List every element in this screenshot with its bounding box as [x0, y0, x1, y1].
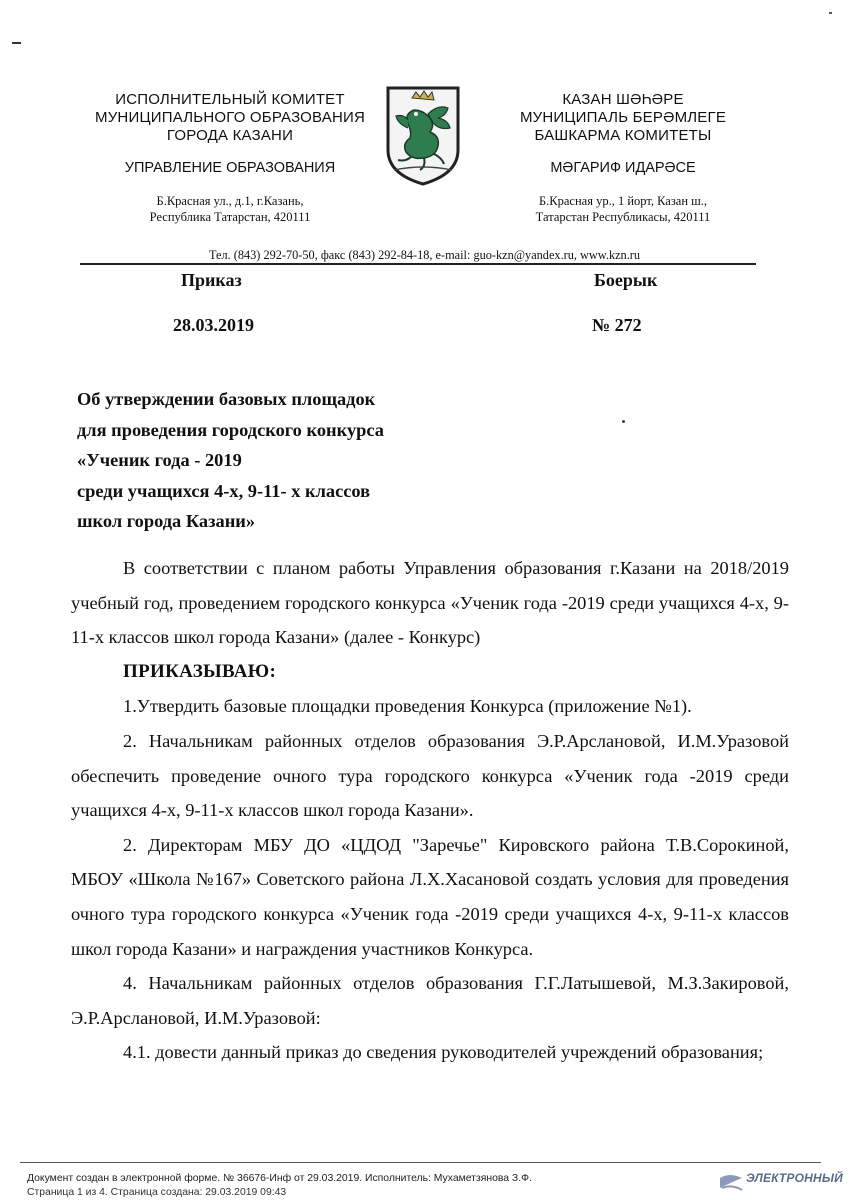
- order-subject: [77, 384, 427, 537]
- org-name-line: БАШКАРМА КОМИТЕТЫ: [534, 127, 712, 144]
- scan-artifact: [12, 42, 21, 44]
- footer-line: Страница 1 из 4. Страница создана: 29.03.2019 09:43: [27, 1187, 287, 1198]
- subject-line: школ города Казани»: [77, 511, 256, 531]
- org-name-line: МУНИЦИПАЛЬНОГО ОБРАЗОВАНИЯ: [95, 109, 365, 126]
- address-line: Б.Красная ур., 1 йорт, Казан ш.,: [538, 194, 708, 208]
- department-name: УПРАВЛЕНИЕ ОБРАЗОВАНИЯ: [124, 160, 336, 176]
- order-item: 4. Начальникам районных отделов образования Г.Г.Латышевой, М.З.Закировой, Э.Р.Арслановой, И.М.Уразовой:: [71, 973, 789, 1028]
- subject-line: среди учащихся 4-х, 9-11- х классов: [77, 480, 371, 501]
- preamble-paragraph: В соответствии с планом работы Управления образования г.Казани на 2018/2019 учебный год, проведением городского конкурса «Ученик года -2019 среди учащихся 4-х, 9-11-х классов школ города Казани» (далее - Конкурс): [71, 558, 789, 648]
- footer-line: Документ создан в электронной форме. № 36676-Инф от 29.03.2019. Исполнитель: Мухаметзянова З.Ф.: [27, 1173, 532, 1184]
- header-left: [80, 91, 380, 225]
- edo-logo-label: ЭЛЕКТРОННЫЙ: [746, 1171, 843, 1185]
- subject-line: «Ученик года - 2019: [77, 450, 242, 470]
- org-name-line: КАЗАН ШӘҺӘРЕ: [562, 91, 684, 108]
- subject-line: Об утверждении базовых площадок: [77, 389, 376, 409]
- org-name-line: МУНИЦИПАЛЬ БЕРӘМЛЕГЕ: [519, 109, 727, 126]
- org-name-line: ИСПОЛНИТЕЛЬНЫЙ КОМИТЕТ: [115, 91, 345, 108]
- scan-artifact: [829, 12, 832, 14]
- order-title-ru: Приказ: [181, 270, 242, 290]
- kazan-coat-of-arms-icon: [384, 84, 462, 188]
- order-item: 2. Начальникам районных отделов образования Э.Р.Арслановой, И.М.Уразовой обеспечить проведение очного тура городского конкурса «Ученик года -2019 среди учащихся 4-х, 9-11-х классов школ города Казани».: [71, 730, 789, 821]
- contact-line: Тел. (843) 292-70-50, факс (843) 292-84-18, e-mail: guo-kzn@yandex.ru, www.kzn.ru: [208, 248, 641, 262]
- org-name-line: ГОРОДА КАЗАНИ: [166, 127, 294, 144]
- order-date: 28.03.2019: [173, 315, 254, 335]
- address-line: Республика Татарстан, 420111: [149, 210, 311, 224]
- order-body: [71, 551, 789, 1070]
- footer-divider: [20, 1162, 821, 1163]
- order-item: 1.Утвердить базовые площадки проведения Конкурса (приложение №1).: [123, 696, 692, 717]
- order-item: 2. Директорам МБУ ДО «ЦДОД "Заречье" Кировского района Т.В.Сорокиной, МБОУ «Школа №167» Советского района Л.Х.Хасановой создать условия для проведения очного тура городского конкурса «Ученик года -2019 среди учащихся 4-х, 9-11-х классов школ города Казани» и награждения участников Конкурса.: [71, 834, 789, 959]
- scan-artifact: [622, 420, 625, 423]
- header-divider: [80, 263, 756, 265]
- order-word: ПРИКАЗЫВАЮ:: [123, 660, 277, 682]
- header-right: [488, 91, 758, 225]
- document-footer: [27, 1172, 532, 1200]
- subject-line: для проведения городского конкурса: [77, 419, 384, 440]
- order-number: № 272: [592, 315, 642, 335]
- address-line: Татарстан Республикасы, 420111: [535, 210, 711, 224]
- order-title-tt: Боерык: [594, 270, 658, 290]
- address-line: Б.Красная ул., д.1, г.Казань,: [156, 194, 304, 208]
- order-subitem: 4.1. довести данный приказ до сведения руководителей учреждений образования;: [123, 1042, 764, 1063]
- department-name: МӘГАРИФ ИДАРӘСЕ: [550, 160, 696, 176]
